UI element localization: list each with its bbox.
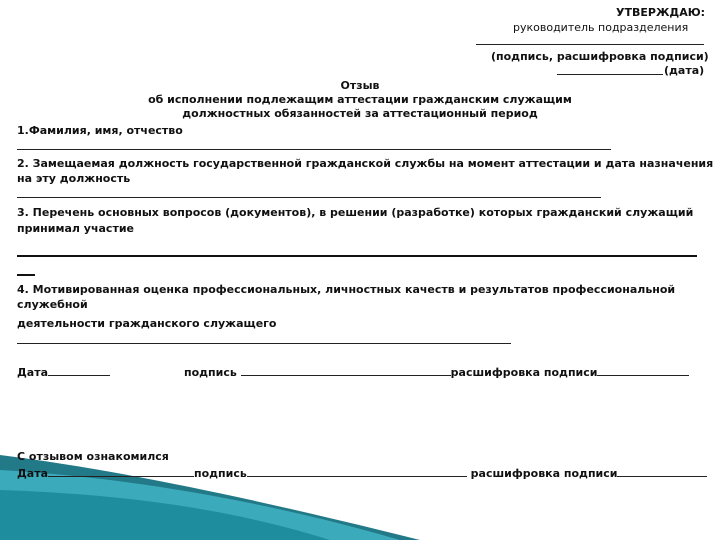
document-subtitle-line2: должностных обязанностей за аттестационный период — [182, 107, 538, 120]
document-subtitle-line1: об исполнении подлежащим аттестации гражданским служащим — [148, 93, 572, 106]
acknowledge-decode-line — [617, 466, 707, 477]
section-1-label: 1.Фамилия, имя, отчество — [17, 124, 183, 137]
acknowledge-date-label: Дата — [17, 467, 49, 480]
decode-field-line — [597, 365, 689, 376]
acknowledge-signature-line — [247, 466, 467, 477]
section-1-fill-line — [17, 149, 611, 150]
acknowledge-label: С отзывом ознакомился — [17, 450, 169, 463]
signature-label: подпись — [184, 366, 237, 379]
section-3-fill-line-end — [17, 274, 35, 276]
section-2-label-line1: 2. Замещаемая должность государственной гражданской службы на момент аттестации и дата назначения — [17, 157, 714, 170]
signature-blank-line — [476, 44, 704, 45]
document-title: Отзыв — [340, 79, 380, 92]
section-2-label-line2: на эту должность — [17, 172, 131, 185]
acknowledge-decode-label: расшифровка подписи — [470, 467, 618, 480]
approve-heading: УТВЕРЖДАЮ: — [616, 6, 706, 19]
section-4-fill-line — [17, 343, 511, 344]
acknowledge-signature-row — [194, 466, 707, 480]
acknowledge-date-line — [48, 466, 194, 477]
signature-row — [17, 365, 110, 379]
signature-group — [184, 365, 689, 379]
section-3-label-line1: 3. Перечень основных вопросов (документов), в решении (разработке) которых гражданский служащий — [17, 206, 694, 219]
section-3-label-line2: принимал участие — [17, 222, 134, 235]
date-note: (дата) — [664, 64, 705, 77]
signature-field-line — [241, 365, 451, 376]
section-2-fill-line — [17, 197, 601, 198]
decode-label: расшифровка подписи — [450, 366, 598, 379]
section-4-label-line2: служебной — [17, 298, 88, 311]
acknowledge-date-row — [17, 466, 194, 480]
date-label: Дата — [17, 366, 49, 379]
section-4-label-line1: 4. Мотивированная оценка профессиональных, личностных качеств и результатов профессиональной — [17, 283, 676, 296]
date-blank-line — [557, 74, 663, 75]
section-4-label-line3: деятельности гражданского служащего — [17, 317, 277, 330]
head-of-unit-label: руководитель подразделения — [513, 21, 689, 34]
section-3-fill-line — [17, 255, 697, 257]
date-field-line — [48, 365, 110, 376]
acknowledge-signature-label: подпись — [194, 467, 247, 480]
signature-note: (подпись, расшифровка подписи) — [491, 50, 709, 63]
